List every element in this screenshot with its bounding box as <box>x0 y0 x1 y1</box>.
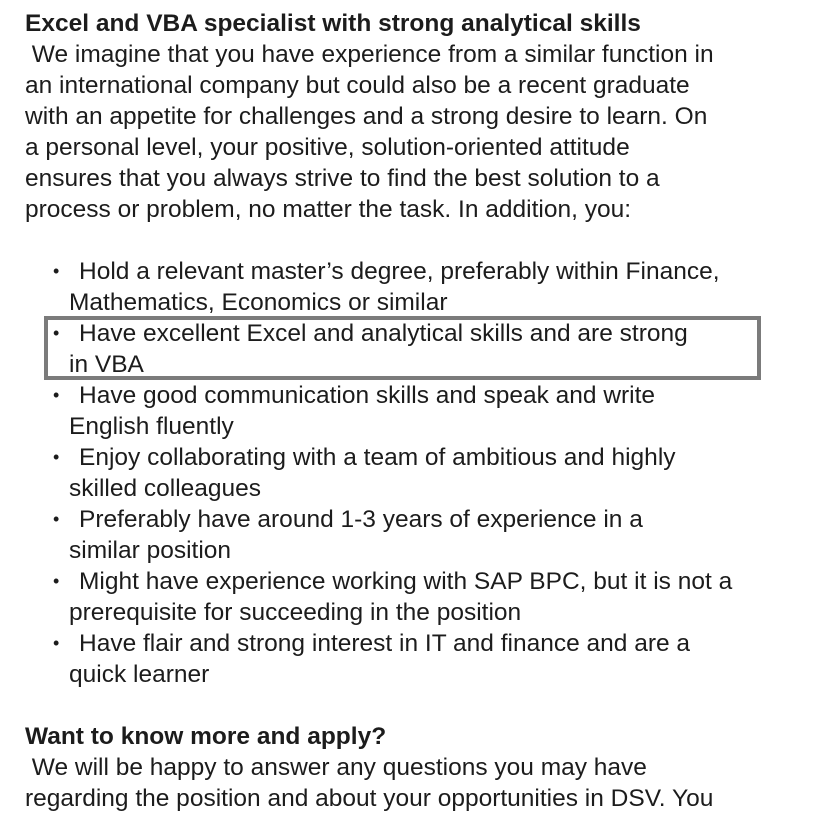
list-item-line: Enjoy collaborating with a team of ambitious and highly <box>79 444 676 471</box>
list-item-line: in VBA <box>69 351 144 378</box>
list-item-line: prerequisite for succeeding in the position <box>69 599 522 626</box>
list-item-line: Have flair and strong interest in IT and finance and are a <box>79 630 691 657</box>
apply-paragraph <box>25 752 815 814</box>
bullet: • <box>53 571 60 591</box>
intro-line: an international company but could also be a recent graduate <box>25 72 690 99</box>
list-item-line: quick learner <box>69 661 210 688</box>
bullet: • <box>53 385 60 405</box>
list-item <box>25 256 815 318</box>
list-item-line: Might have experience working with SAP BPC, but it is not a <box>79 568 733 595</box>
list-item-line: Hold a relevant master’s degree, preferably within Finance, <box>79 258 720 285</box>
intro-line: a personal level, your positive, solution-oriented attitude <box>25 134 630 161</box>
intro-line: We imagine that you have experience from a similar function in <box>25 41 714 68</box>
bullet: • <box>53 633 60 653</box>
bullet: • <box>53 447 60 467</box>
list-item-line: Have excellent Excel and analytical skills and are strong <box>79 320 688 347</box>
list-item-line: similar position <box>69 537 232 564</box>
list-item <box>25 442 815 504</box>
spacer <box>25 690 815 721</box>
apply-line: regarding the position and about your opportunities in DSV. You <box>25 785 714 812</box>
list-item <box>25 380 815 442</box>
list-item-line: English fluently <box>69 413 234 440</box>
section-heading-excel-vba: Excel and VBA specialist with strong analytical skills <box>25 10 641 37</box>
bullet: • <box>53 323 60 343</box>
list-item-line: Have good communication skills and speak and write <box>79 382 656 409</box>
intro-line: ensures that you always strive to find the best solution to a <box>25 165 660 192</box>
list-item-line: Mathematics, Economics or similar <box>69 289 448 316</box>
bullet: • <box>53 509 60 529</box>
list-item <box>25 504 815 566</box>
list-item <box>25 566 815 628</box>
bullet: • <box>53 261 60 281</box>
list-item-line: Preferably have around 1-3 years of experience in a <box>79 506 643 533</box>
requirements-list <box>25 256 815 690</box>
intro-paragraph <box>25 39 815 225</box>
intro-line: with an appetite for challenges and a strong desire to learn. On <box>25 103 708 130</box>
list-item <box>25 318 815 380</box>
intro-line: process or problem, no matter the task. In addition, you: <box>25 196 632 223</box>
section-heading-apply: Want to know more and apply? <box>25 723 387 750</box>
job-description <box>25 8 815 814</box>
list-item <box>25 628 815 690</box>
apply-line: We will be happy to answer any questions you may have <box>25 754 647 781</box>
list-item-line: skilled colleagues <box>69 475 262 502</box>
spacer <box>25 225 815 256</box>
